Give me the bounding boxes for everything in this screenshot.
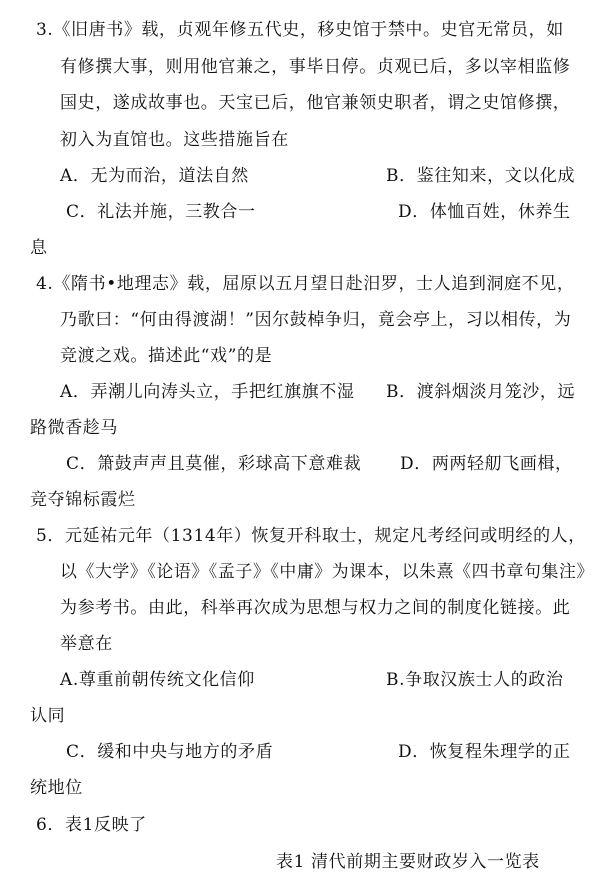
q6-stem: 6．表1反映了 xyxy=(36,815,147,835)
q3-option-a: A．无为而治，道法自然 xyxy=(60,166,249,186)
q4-stem-line-3: 竞渡之戏。描述此“戏”的是 xyxy=(60,346,273,366)
q4-stem-line-2: 乃歌曰：“何由得渡湖！”因尔鼓棹争归，竟会亭上，习以相传，为 xyxy=(60,310,572,330)
q5-stem-line-4: 举意在 xyxy=(60,634,113,654)
q3-option-b: B．鉴往知来，文以化成 xyxy=(386,166,576,186)
q5-stem-line-2: 以《大学》《论语》《孟子》《中庸》为课本，以朱熹《四书章句集注》 xyxy=(60,562,594,582)
q4-option-b-wrap: 路微香趁马 xyxy=(30,418,118,438)
q5-option-d-wrap: 统地位 xyxy=(30,778,83,798)
q5-option-a: A.尊重前朝传统文化信仰 xyxy=(60,670,255,690)
q4-option-b: B．渡斜烟淡月笼沙，远 xyxy=(386,382,576,402)
q3-option-d-wrap: 息 xyxy=(30,238,48,258)
q5-stem-line-1: 5．元延祐元年（1314年）恢复开科取士，规定凡考经问或明经的人， xyxy=(36,526,586,546)
q4-option-d: D．两两轻舠飞画楫， xyxy=(400,454,573,474)
q3-option-c: C．礼法并施，三教合一 xyxy=(66,202,256,222)
q4-option-a: A．弄潮儿向涛头立，手把红旗旗不湿 xyxy=(60,382,355,402)
q3-option-d: D．体恤百姓，休养生 xyxy=(398,202,571,222)
q5-option-b: B.争取汉族士人的政治 xyxy=(386,670,564,690)
q3-stem-line-3: 国史，遂成故事也。天宝已后，他官兼领史职者，谓之史馆修撰， xyxy=(60,93,571,113)
table-caption: 表1 清代前期主要财政岁入一览表 xyxy=(276,852,540,872)
q3-stem-line-4: 初入为直馆也。这些措施旨在 xyxy=(60,130,289,150)
q3-stem-line-2: 有修撰大事，则用他官兼之，事毕日停。贞观已后，多以宰相监修 xyxy=(60,57,571,77)
q5-option-b-wrap: 认同 xyxy=(30,706,66,726)
q5-option-c: C．缓和中央与地方的矛盾 xyxy=(66,742,274,762)
q5-stem-line-3: 为参考书。由此，科举再次成为思想与权力之间的制度化链接。此 xyxy=(60,598,571,618)
q3-stem-line-1: 3.《旧唐书》载，贞观年修五代史，移史馆于禁中。史官无常员，如 xyxy=(36,20,564,40)
q4-option-d-wrap: 竞夺锦标霞烂 xyxy=(30,490,136,510)
q4-option-c: C．箫鼓声声且莫催，彩球高下意难裁 xyxy=(66,454,362,474)
q4-stem-line-1: 4.《隋书•地理志》载，屈原以五月望日赴汨罗，士人追到洞庭不见， xyxy=(36,274,575,294)
q5-option-d: D．恢复程朱理学的正 xyxy=(398,742,571,762)
